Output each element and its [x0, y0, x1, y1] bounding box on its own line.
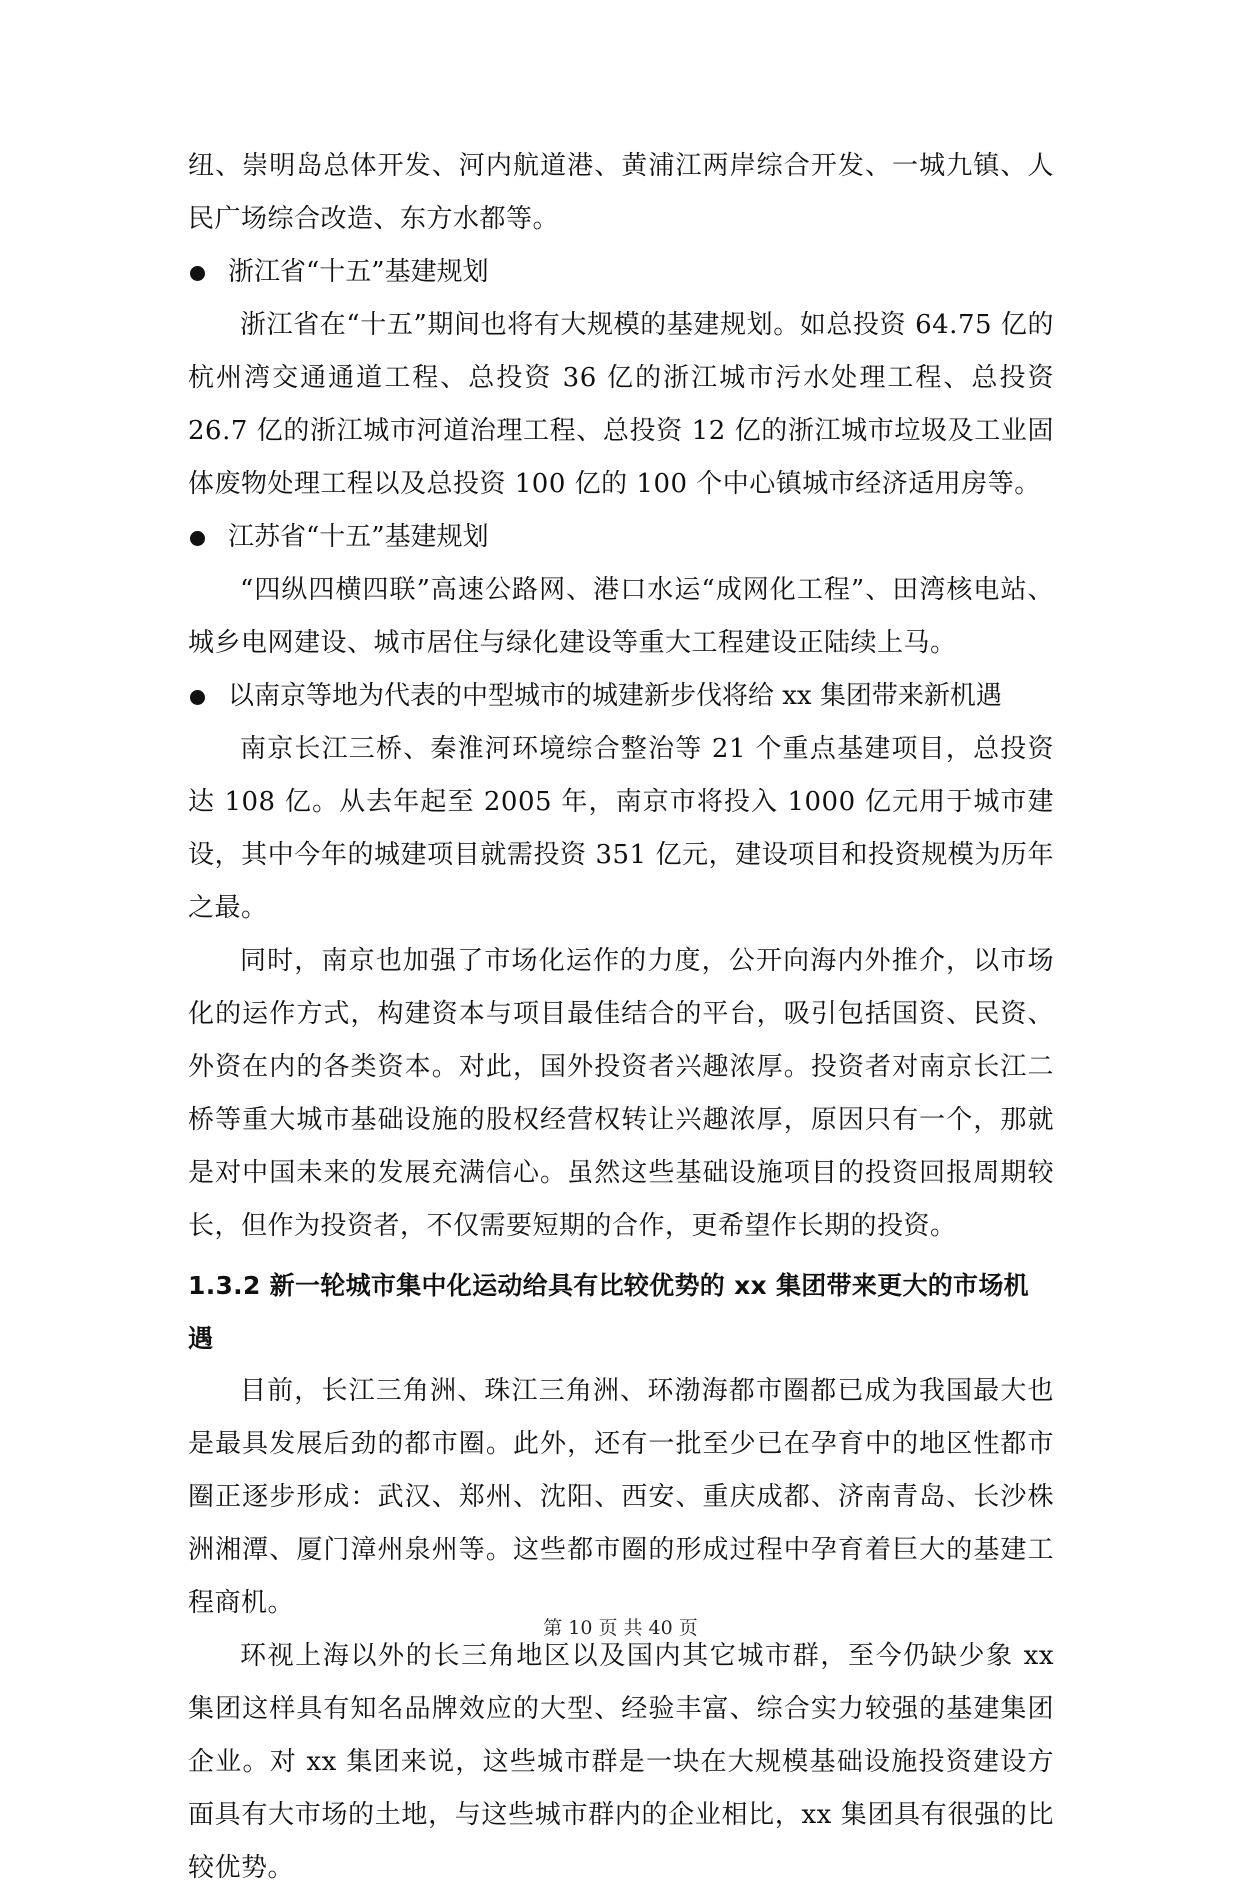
paragraph: 环视上海以外的长三角地区以及国内其它城市群，至今仍缺少象 xx 集团这样具有知名品牌效应的大型、经验丰富、综合实力较强的基建集团企业。对 xx 集团来说，这些城市群是一块在大规模基础设施投资建设方面具有大市场的土地，与这些城市群内的企业相比，xx 集团具有很强的比较优势。: [188, 1641, 1054, 1883]
bullet-item: [188, 670, 1054, 723]
page-footer: 第 10 页 共 40 页: [543, 1617, 698, 1639]
paragraph: 同时，南京也加强了市场化运作的力度，公开向海内外推介，以市场化的运作方式，构建资本与项目最佳结合的平台，吸引包括国资、民资、外资在内的各类资本。对此，国外投资者兴趣浓厚。投资者对南京长江二桥等重大城市基础设施的股权经营权转让兴趣浓厚，原因只有一个，那就是对中国未来的发展充满信心。虽然这些基础设施项目的投资回报周期较长，但作为投资者，不仅需要短期的合作，更希望作长期的投资。: [188, 946, 1054, 1241]
bullet-text: 江苏省“十五”基建规划: [228, 522, 489, 552]
paragraph: 浙江省在“十五”期间也将有大规模的基建规划。如总投资 64.75 亿的杭州湾交通通道工程、总投资 36 亿的浙江城市污水处理工程、总投资 26.7 亿的浙江城市河道治理工程、总投资 12 亿的浙江城市垃圾及工业固体废物处理工程以及总投资 100 亿的 100 个中心镇城市经济适用房等。: [188, 310, 1054, 499]
paragraph: “四纵四横四联”高速公路网、港口水运“成网化工程”、田湾核电站、城乡电网建设、城市居住与绿化建设等重大工程建设正陆续上马。: [188, 575, 1054, 658]
section-heading: 1.3.2 新一轮城市集中化运动给具有比较优势的 xx 集团带来更大的市场机遇: [188, 1271, 1029, 1353]
bullet-dot-icon: [190, 690, 205, 705]
paragraph: 目前，长江三角洲、珠江三角洲、环渤海都市圈都已成为我国最大也是最具发展后劲的都市圈。此外，还有一批至少已在孕育中的地区性都市圈正逐步形成：武汉、郑州、沈阳、西安、重庆成都、济南青岛、长沙株洲湘潭、厦门漳州泉州等。这些都市圈的形成过程中孕育着巨大的基建工程商机。: [188, 1376, 1054, 1618]
bullet-dot-icon: [190, 531, 205, 546]
bullet-dot-icon: [190, 266, 205, 281]
bullet-item: [188, 511, 1054, 564]
bullet-text: 浙江省“十五”基建规划: [228, 257, 489, 287]
paragraph: 南京长江三桥、秦淮河环境综合整治等 21 个重点基建项目，总投资达 108 亿。从去年起至 2005 年，南京市将投入 1000 亿元用于城市建设，其中今年的城建项目就需投资 351 亿元，建设项目和投资规模为历年之最。: [188, 734, 1054, 923]
bullet-item: [188, 246, 1054, 299]
paragraph: 纽、崇明岛总体开发、河内航道港、黄浦江两岸综合开发、一城九镇、人民广场综合改造、东方水都等。: [188, 151, 1054, 234]
bullet-text: 以南京等地为代表的中型城市的城建新步伐将给 xx 集团带来新机遇: [228, 681, 1002, 711]
